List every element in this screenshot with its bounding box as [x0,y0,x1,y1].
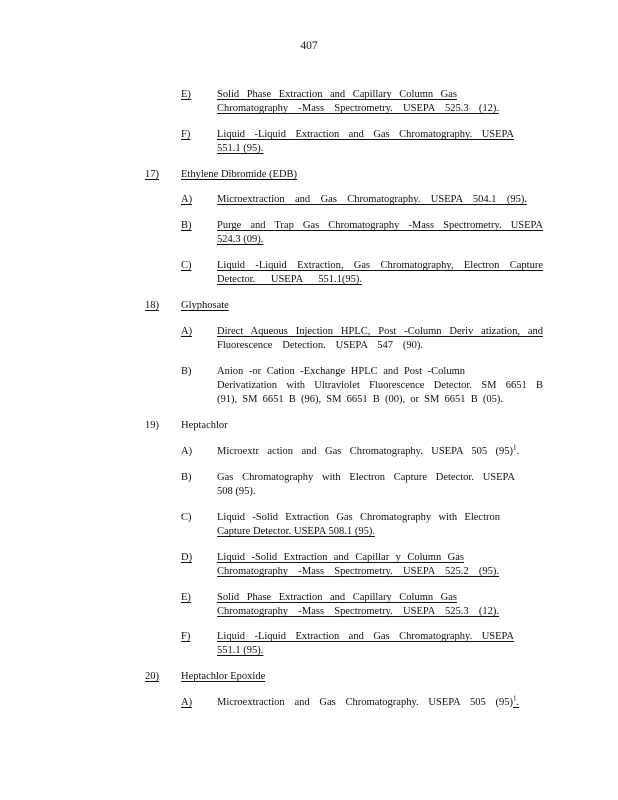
list-item-label: F) [181,631,191,642]
list-item-label: B) [181,366,192,377]
list-item-label: A) [181,326,193,337]
list-item-label: A) [181,697,193,708]
list-item-text: (91), SM 6651 B (96), SM 6651 B (00), or SM 6651 B (05). [217,394,503,405]
list-item-text: Liquid -Liquid Extraction and Gas Chromatography. USEPA [217,631,514,642]
list-item-text: Detector. USEPA 551.1(95). [217,274,362,285]
section-title: Heptachlor [181,420,228,431]
section-number: 17) [145,169,159,180]
list-item-text [217,445,543,459]
list-item-text-main: Microextr action and Gas Chromatography. USEPA 505 (95) [217,446,513,457]
list-item-text: Microextraction and Gas Chromatography. USEPA 504.1 (95). [217,194,527,205]
list-item-text: Solid Phase Extraction and Capillary Column Gas [217,89,457,100]
list-item-text: Chromatography -Mass Spectrometry. USEPA 525.2 (95). [217,566,499,577]
list-item-label: B) [181,220,192,231]
section-title: Ethylene Dibromide (EDB) [181,169,298,180]
footnote-marker: 1 [513,694,517,703]
section-title: Glyphosate [181,300,229,311]
list-item-label: E) [181,592,191,603]
list-item-text: Direct Aqueous Injection HPLC, Post -Column Deriv atization, and [217,326,543,337]
list-item-text: Liquid -Liquid Extraction, Gas Chromatography, Electron Capture [217,260,543,271]
list-item-text-main: Microextraction and Gas Chromatography. USEPA 505 (95) [217,697,513,708]
list-item-text: Chromatography -Mass Spectrometry. USEPA 525.3 (12). [217,606,499,617]
list-item-text: Gas Chromatography with Electron Capture Detector. USEPA [217,472,515,483]
list-item-label: F) [181,129,191,140]
list-item-text: Capture Detector. USEPA 508.1 (95). [217,526,375,537]
list-item-label: D) [181,552,193,563]
list-item-text: 551.1 (95). [217,645,264,656]
list-item-text-end: . [516,446,520,457]
list-item-text: Anion -or Cation -Exchange HPLC and Post -Column [217,366,465,377]
footnote-marker: 1 [513,443,517,452]
page-number: 407 [300,40,318,52]
list-item-label: E) [181,89,191,100]
list-item-text: 551.1 (95). [217,143,264,154]
section-number: 18) [145,300,159,311]
list-item-text: Liquid -Solid Extraction Gas Chromatography with Electron [217,512,500,523]
list-item-text: Purge and Trap Gas Chromatography -Mass Spectrometry. USEPA [217,220,543,231]
list-item-text: Liquid -Solid Extraction and Capillar y Column Gas [217,552,464,563]
list-item-text: Derivatization with Ultraviolet Fluorescence Detector. SM 6651 B [217,380,543,391]
list-item-label: A) [181,194,193,205]
list-item-label: A) [181,446,193,457]
list-item-text: 524.3 (09). [217,234,264,245]
list-item-text: 508 (95). [217,486,256,497]
section-number: 20) [145,671,159,682]
list-item-text: Fluorescence Detection. USEPA 547 (90). [217,340,423,351]
list-item-text-end: . [516,697,520,708]
list-item-label: B) [181,472,192,483]
section-number: 19) [145,420,159,431]
list-item-label: C) [181,512,192,523]
list-item-label: C) [181,260,192,271]
list-item-text [217,696,543,710]
list-item-text: Liquid -Liquid Extraction and Gas Chromatography. USEPA [217,129,514,140]
list-item-text: Solid Phase Extraction and Capillary Column Gas [217,592,457,603]
section-title: Heptachlor Epoxide [181,671,266,682]
list-item-text: Chromatography -Mass Spectrometry. USEPA 525.3 (12). [217,103,499,114]
